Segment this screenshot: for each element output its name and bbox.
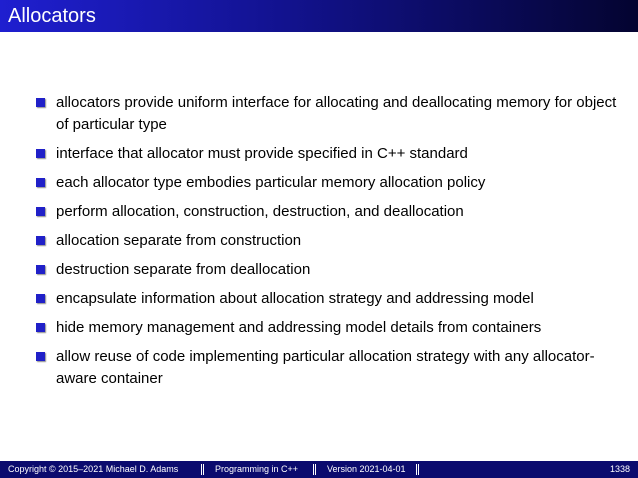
bullet-item	[36, 92, 626, 136]
bullet-text: hide memory management and addressing model details from containers	[56, 319, 542, 336]
footer-bar	[0, 461, 638, 478]
square-bullet-icon	[36, 178, 45, 187]
bullet-text: encapsulate information about allocation strategy and addressing model	[56, 290, 534, 307]
square-bullet-icon	[36, 98, 45, 107]
slide-title: Allocators	[8, 5, 96, 27]
bullet-item	[36, 172, 626, 194]
footer-separator	[201, 464, 204, 475]
bullet-item	[36, 230, 626, 252]
bullet-item	[36, 143, 626, 165]
title-bar	[0, 0, 638, 32]
square-bullet-icon	[36, 265, 45, 274]
footer-copyright: Copyright © 2015–2021 Michael D. Adams	[8, 464, 179, 474]
bullet-text: interface that allocator must provide specified in C++ standard	[56, 145, 468, 162]
bullet-text: allocation separate from construction	[56, 232, 302, 249]
square-bullet-icon	[36, 352, 45, 361]
square-bullet-icon	[36, 149, 45, 158]
bullet-text: each allocator type embodies particular memory allocation policy	[56, 174, 486, 191]
bullet-text: allocators provide uniform interface for allocating and deallocating memory for object of particular type	[56, 94, 617, 133]
bullet-item	[36, 288, 626, 310]
square-bullet-icon	[36, 207, 45, 216]
bullet-text: perform allocation, construction, destruction, and deallocation	[56, 203, 464, 220]
square-bullet-icon	[36, 294, 45, 303]
bullet-text: destruction separate from deallocation	[56, 261, 311, 278]
bullet-list	[36, 92, 626, 397]
bullet-text: allow reuse of code implementing particular allocation strategy with any allocator-aware container	[56, 348, 595, 387]
bullet-item	[36, 201, 626, 223]
bullet-item	[36, 317, 626, 339]
footer-separator	[313, 464, 316, 475]
footer-course: Programming in C++	[215, 464, 299, 474]
square-bullet-icon	[36, 236, 45, 245]
bullet-item	[36, 259, 626, 281]
footer-version: Version 2021-04-01	[327, 464, 406, 474]
page-number: 1338	[609, 464, 630, 474]
bullet-item	[36, 346, 626, 390]
square-bullet-icon	[36, 323, 45, 332]
footer-separator	[416, 464, 419, 475]
